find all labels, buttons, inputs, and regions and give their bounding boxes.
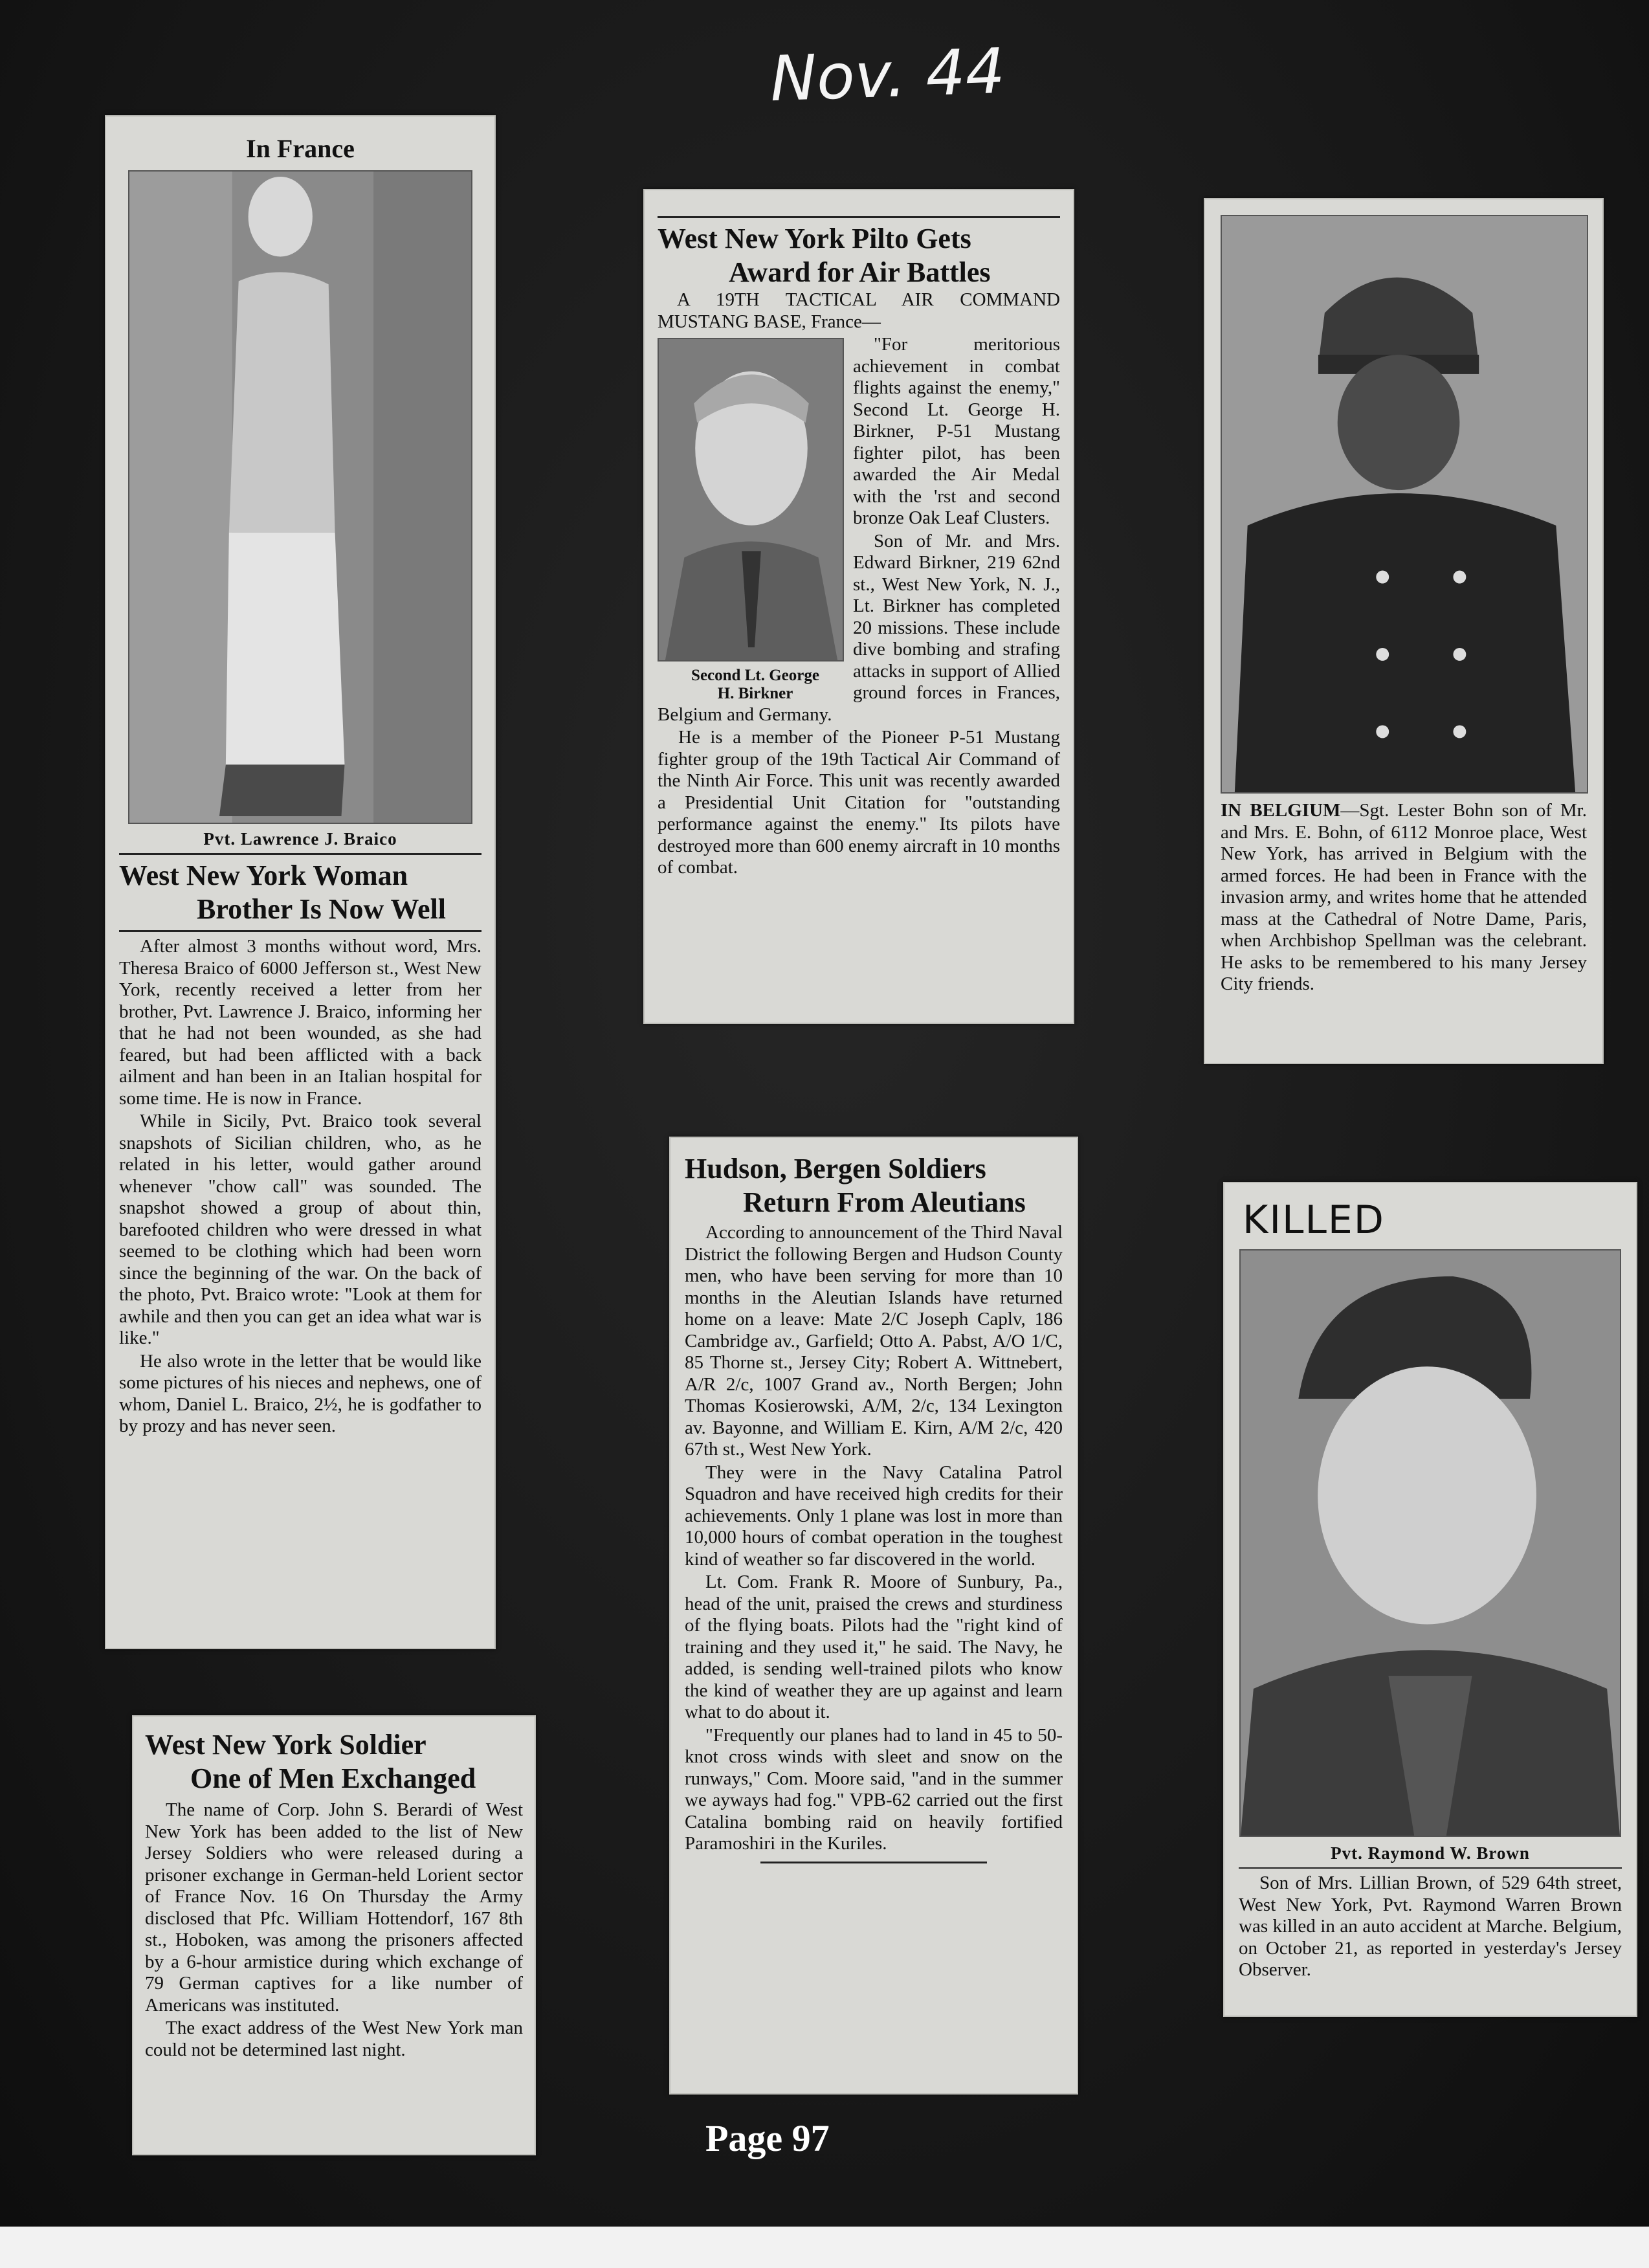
article-paragraph: While in Sicily, Pvt. Braico took several snapshots of Sicilian children, who, as he related in his letter, would gather around whenever "chow call" was sounded. The snapshot showed a group of about thin, barefooted children who were dressed in what seemed to be clothing which had been worn since the beginning of the war. On the back of the photo, Pvt. Braico wrote: "Look at them for awhile and then you can get an idea what war is like."	[119, 1111, 481, 1348]
clipping-aleutians	[669, 1137, 1078, 2095]
headline-line-1: Hudson, Bergen Soldiers	[685, 1153, 986, 1184]
article-paragraph: The name of Corp. John S. Berardi of West New York has been added to the list of New Jersey Soldiers who were released during a prisoner exchange in German-held Lorient sector of France Nov. 16 On Thursday the Army disclosed that Pfc. William Hottendorf, 167 8th st., Hoboken, was among the prisoners affected by a 6-hour armistice during which exchange of 79 German captives for a like number of Americans was instituted.	[145, 1799, 523, 2016]
photo-caption-text	[1221, 800, 1587, 995]
handwritten-date: Nov. 44	[769, 34, 1006, 116]
article-paragraph: "Frequently our planes had to land in 45 to 50-knot cross winds with sleet and snow on the runways," Com. Moore said, "and in the summer we ayways had fog." VPB-62 carried out the first Catalina bombing raid on heavily fortified Paramoshiri in the Kuriles.	[685, 1724, 1063, 1854]
headline-line-1: West New York Pilto Gets	[658, 223, 971, 254]
clipping-kicker: In France	[246, 134, 355, 163]
divider-rule	[119, 930, 481, 932]
photo-caption-line-1: Second Lt. George	[691, 667, 819, 684]
photo-caption-line-2: H. Birkner	[717, 685, 793, 702]
divider-rule	[119, 853, 481, 855]
photo-caption	[658, 667, 853, 703]
clipping-soldier-exchanged	[132, 1715, 536, 2155]
photo-caption: Pvt. Lawrence J. Braico	[203, 829, 397, 849]
scan-bottom-edge	[0, 2227, 1649, 2268]
killed-stamp: KILLED	[1243, 1197, 1386, 1243]
headline	[685, 1152, 1063, 1219]
article-paragraph: He also wrote in the letter that be would like some pictures of his nieces and nephews, one of whom, Daniel L. Braico, 2½, he is godfather to by prozy and has never seen.	[119, 1350, 481, 1436]
article-body	[119, 936, 481, 1438]
article-paragraph: They were in the Navy Catalina Patrol Squadron and have received high credits for their achievements. Only 1 plane was lost in more than 10,000 hours of combat operation in the toughest kind of weather so far discovered in the world.	[685, 1462, 1063, 1570]
soldier-photo	[128, 170, 472, 824]
headline	[145, 1728, 523, 1796]
headline-line-2: One of Men Exchanged	[190, 1762, 476, 1794]
clipping-pilot-award	[643, 189, 1074, 1024]
headline-line-2: Award for Air Battles	[729, 256, 991, 288]
headline-line-2: Brother Is Now Well	[197, 893, 447, 925]
caption-lead: IN BELGIUM	[1221, 800, 1341, 821]
clipping-in-belgium	[1204, 198, 1604, 1064]
divider-rule	[658, 216, 1060, 218]
clipping-killed	[1223, 1182, 1637, 2017]
pilot-photo	[658, 338, 844, 662]
clipping-in-france	[105, 115, 496, 1649]
headline-line-2: Return From Aleutians	[743, 1186, 1026, 1218]
caption-body: —Sgt. Lester Bohn son of Mr. and Mrs. E. Bohn, of 6112 Monroe place, West New York, has arrived in Belgium with the armed forces. He had been in France with the invasion army, and writes home that he attended mass at the Cathedral of Notre Dame, Paris, when Archbishop Spellman was the celebrant. He asks to be remembered to his many Jersey City friends.	[1221, 800, 1587, 994]
article-paragraph: Lt. Com. Frank R. Moore of Sunbury, Pa., head of the unit, praised the crews and sturdiness of the flying boats. Pilots had the "right kind of training and they used it," he said. The Navy, he added, is sending well-trained pilots who know the kind of weather they are up against and learn what to do about it.	[685, 1572, 1063, 1722]
article-body	[145, 1799, 523, 2061]
private-portrait-icon	[1241, 1251, 1620, 1836]
article-paragraph: Son of Mrs. Lillian Brown, of 529 64th street, West New York, Pvt. Raymond Warren Brown was killed in an auto accident at Marche. Belgium, on October 21, as reported in yesterday's Jersey Observer.	[1239, 1873, 1622, 1980]
article-paragraph: He is a member of the Pioneer P-51 Mustang fighter group of the 19th Tactical Air Command of the Ninth Air Force. This unit was recently awarded a Presidential Unit Citation for "outstanding performance against the enemy." Its pilots have destroyed more than 600 enemy aircraft in 10 months of combat.	[658, 727, 1060, 878]
article-paragraph: According to announcement of the Third Naval District the following Bergen and Hudson County men, who have been serving for more than 10 months in the Aleutian Islands have returned home on a leave: Mate 2/C Joseph Caplv, 186 Cambridge av., Garfield; Otto A. Pabst, A/O 1/C, 85 Thorne st., Jersey City; Robert A. Wittnebert, A/R 2/c, 1007 Grand av., North Bergen; John Thomas Kosierowski, A/M, 2/c, 134 Lexington av. Bayonne, and William E. Kirn, A/M 2/c, 420 67th st., West New York.	[685, 1222, 1063, 1460]
page-number: Page 97	[705, 2117, 830, 2159]
headline-line-1: West New York Woman	[119, 860, 408, 891]
pilot-portrait-icon	[659, 339, 843, 660]
article-paragraph: After almost 3 months without word, Mrs. Theresa Braico of 6000 Jefferson st., West New York, recently received a letter from her brother, Pvt. Lawrence J. Braico, informing her that he had not been wounded, as she had feared, but had been afflicted with a back ailment and han been in an Italian hospital for some time. He is now in France.	[119, 936, 481, 1109]
article-paragraph: The exact address of the West New York man could not be determined last night.	[145, 2018, 523, 2060]
article-paragraph: Son of Mr. and Mrs. Edward Birkner, 219 62nd st., West New York, N. J., Lt. Birkner has completed 20 missions. These include dive bombing and strafing attacks in support of Allied ground forces in Frances, Belgium and Germany.	[658, 530, 1060, 725]
article-body	[658, 289, 1060, 879]
headline	[119, 859, 481, 926]
sergeant-portrait-icon	[1222, 216, 1587, 792]
headline-line-1: West New York Soldier	[145, 1729, 426, 1761]
soldier-portrait-icon	[129, 172, 471, 823]
sergeant-photo	[1221, 215, 1588, 794]
article-paragraph: "For meritorious achievement in combat flights against the enemy," Second Lt. George H. Birkner, P-51 Mustang fighter pilot, has been awarded the Air Medal with the 'rst and second bronze Oak Leaf Clusters.	[853, 334, 1060, 528]
article-body	[685, 1222, 1063, 1855]
private-photo	[1239, 1249, 1621, 1837]
article-body	[1239, 1873, 1622, 1981]
headline	[658, 222, 1060, 289]
article-dateline: A 19TH TACTICAL AIR COMMAND MUSTANG BASE, France—	[658, 289, 1060, 332]
photo-caption: Pvt. Raymond W. Brown	[1331, 1843, 1530, 1863]
divider-rule	[760, 1862, 987, 1863]
divider-rule	[1239, 1867, 1622, 1869]
